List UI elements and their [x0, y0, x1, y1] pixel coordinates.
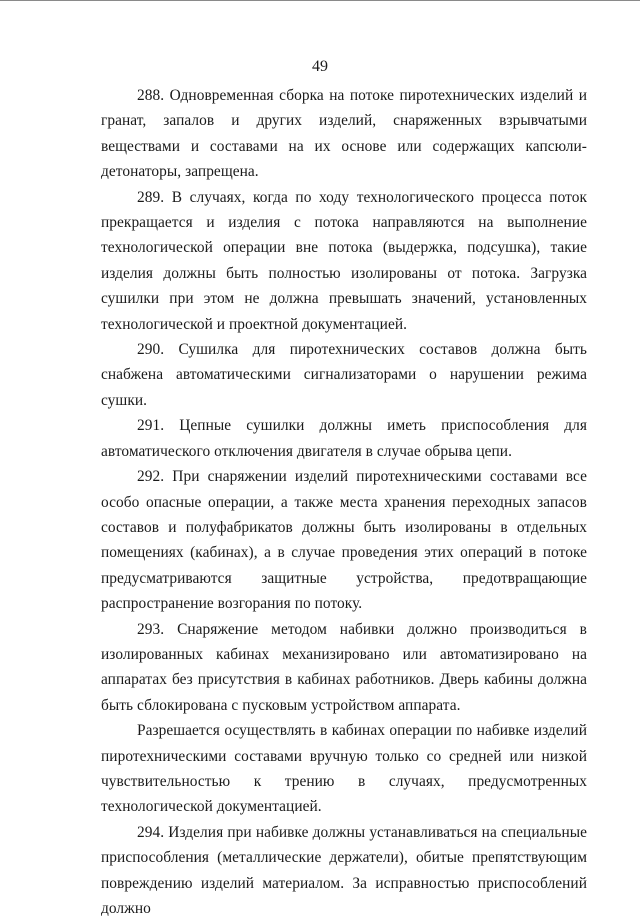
top-border-line [0, 0, 640, 1]
paragraph-293-continuation: Разрешается осуществлять в кабинах операции по набивке изделий пиротехническими составами вручную только со средней или низкой чувствительностью к трению в случаях, предусмотренных технологической документацией. [101, 722, 587, 816]
paragraph-294: 294. Изделия при набивке должны устанавливаться на специальные приспособления (металлические держатели), обитые препятствующим повреждению изделий материалом. За исправностью приспособлений должно [101, 823, 587, 917]
paragraph-288: 288. Одновременная сборка на потоке пиротехнических изделий и гранат, запалов и других изделий, снаряженных взрывчатыми веществами и составами на их основе или содержащих капсюли-детонаторы, запрещена. [101, 87, 587, 181]
paragraph-292: 292. При снаряжении изделий пиротехническими составами все особо опасные операции, а также места хранения переходных запасов составов и полуфабрикатов должны быть изолированы в отдельных помещениях (кабинах), а в случае проведения этих операций в потоке предусматриваются защитные устройства, предотвращающие распространение возгорания по потоку. [101, 468, 587, 613]
paragraph-293: 293. Снаряжение методом набивки должно производиться в изолированных кабинах механизировано или автоматизировано на аппаратах без присутствия в кабинах работников. Дверь кабины должна быть сблокирована с пусковым устройством аппарата. [101, 620, 587, 714]
paragraph-290: 290. Сушилка для пиротехнических составов должна быть снабжена автоматическими сигнализаторами о нарушении режима сушки. [101, 341, 587, 409]
paragraph-289: 289. В случаях, когда по ходу технологического процесса поток прекращается и изделия с потока направляются на выполнение технологической операции вне потока (выдержка, подсушка), такие изделия должны быть полностью изолированы от потока. Загрузка сушилки при этом не должна превышать значений, установленных технологической и проектной документацией. [101, 188, 587, 333]
document-body [101, 83, 587, 921]
page-number: 49 [312, 58, 328, 75]
paragraph-291: 291. Цепные сушилки должны иметь приспособления для автоматического отключения двигателя в случае обрыва цепи. [101, 417, 587, 460]
